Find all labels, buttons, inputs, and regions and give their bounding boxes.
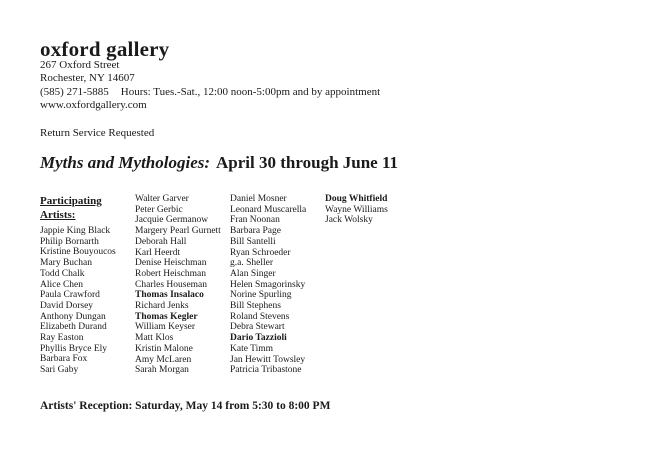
artist-name: Charles Houseman <box>135 279 208 290</box>
artist-name: Kristin Malone <box>135 343 193 354</box>
artist-name-highlighted: Thomas Kegler <box>135 311 198 322</box>
artist-name: Jappie King Black <box>40 226 111 236</box>
show-title <box>40 152 398 174</box>
gallery-name: oxford gallery <box>40 37 170 61</box>
show-dates: April 30 through June 11 <box>216 153 399 172</box>
artist-name-highlighted: Thomas Insalaco <box>135 290 204 301</box>
artist-name: Norine Spurling <box>230 290 292 301</box>
artist-name: Kate Timm <box>230 343 274 354</box>
artist-list-column-1 <box>40 226 116 376</box>
artist-name: Daniel Mosner <box>230 194 287 204</box>
artist-name: Jan Hewitt Towsley <box>230 354 306 365</box>
artist-name: Jacquie Germanow <box>135 215 209 226</box>
artist-name: Jack Wolsky <box>325 215 373 226</box>
artist-name-highlighted: Doug Whitfield <box>325 194 388 204</box>
artist-name: Sari Gaby <box>40 365 79 376</box>
artist-name: Ray Easton <box>40 333 84 344</box>
artist-name: Denise Heischman <box>135 258 207 269</box>
artist-name: Walter Garver <box>135 194 189 204</box>
street-address: 267 Oxford Street <box>40 59 120 71</box>
heading-line-1: Participating <box>40 195 102 207</box>
artist-name: Richard Jenks <box>135 301 189 312</box>
artist-name: Peter Gerbic <box>135 204 183 215</box>
artists-reception: Artists' Reception: Saturday, May 14 from 5:30 to 8:00 PM <box>40 400 331 412</box>
artist-name: Wayne Williams <box>325 204 388 215</box>
phone-number: (585) 271-5885 <box>40 86 109 98</box>
artist-name: William Keyser <box>135 322 196 333</box>
city-address: Rochester, NY 14607 <box>40 72 135 84</box>
artist-name: Amy McLaren <box>135 354 192 365</box>
artist-name: Ryan Schroeder <box>230 247 291 258</box>
artist-name: Roland Stevens <box>230 311 290 322</box>
artist-list-column-3 <box>230 194 306 376</box>
artist-name: Barbara Page <box>230 226 281 237</box>
artist-name: Anthony Dungan <box>40 311 106 322</box>
artist-name: Alan Singer <box>230 268 276 279</box>
website: www.oxfordgallery.com <box>40 99 147 111</box>
artist-name: Leonard Muscarella <box>230 204 307 215</box>
artist-name: Philip Bornarth <box>40 236 99 247</box>
artist-name: Bill Santelli <box>230 236 276 247</box>
gallery-hours: Hours: Tues.-Sat., 12:00 noon-5:00pm and by appointment <box>120 86 381 98</box>
show-name: Myths and Mythologies: <box>40 153 211 172</box>
artist-name: Todd Chalk <box>40 268 85 279</box>
artist-list-column-2 <box>135 194 221 376</box>
artist-name: Debra Stewart <box>230 322 285 333</box>
artist-name: Robert Heischman <box>135 268 206 279</box>
artist-name: Patricia Tribastone <box>230 365 302 376</box>
artist-list-column-4 <box>325 194 388 226</box>
artist-name: Sarah Morgan <box>135 365 189 376</box>
artist-name: Alice Chen <box>40 279 84 290</box>
artist-name: Matt Klos <box>135 333 174 344</box>
participating-artists-heading <box>40 194 102 222</box>
artist-name: Kristine Bouyoucos <box>40 247 116 258</box>
artist-name: Fran Noonan <box>230 215 280 226</box>
artist-name: Deborah Hall <box>135 236 187 247</box>
artist-name: Helen Smagorinsky <box>230 279 306 290</box>
artist-name: Phyllis Bryce Ely <box>40 343 108 354</box>
artist-name: Barbara Fox <box>40 354 88 365</box>
artist-name: g.a. Sheller <box>230 258 274 269</box>
return-service-notice: Return Service Requested <box>40 127 155 139</box>
artist-name: Elizabeth Durand <box>40 322 107 333</box>
artist-name: Mary Buchan <box>40 258 92 269</box>
artist-name: Karl Heerdt <box>135 247 181 258</box>
artist-name: Paula Crawford <box>40 290 100 301</box>
contact-line <box>40 86 380 99</box>
artist-name: David Dorsey <box>40 300 94 311</box>
artist-name: Bill Stephens <box>230 301 281 312</box>
artist-name: Margery Pearl Gurnett <box>135 226 221 237</box>
heading-line-2: Artists: <box>40 209 76 221</box>
artist-name-highlighted: Dario Tazzioli <box>230 333 287 344</box>
